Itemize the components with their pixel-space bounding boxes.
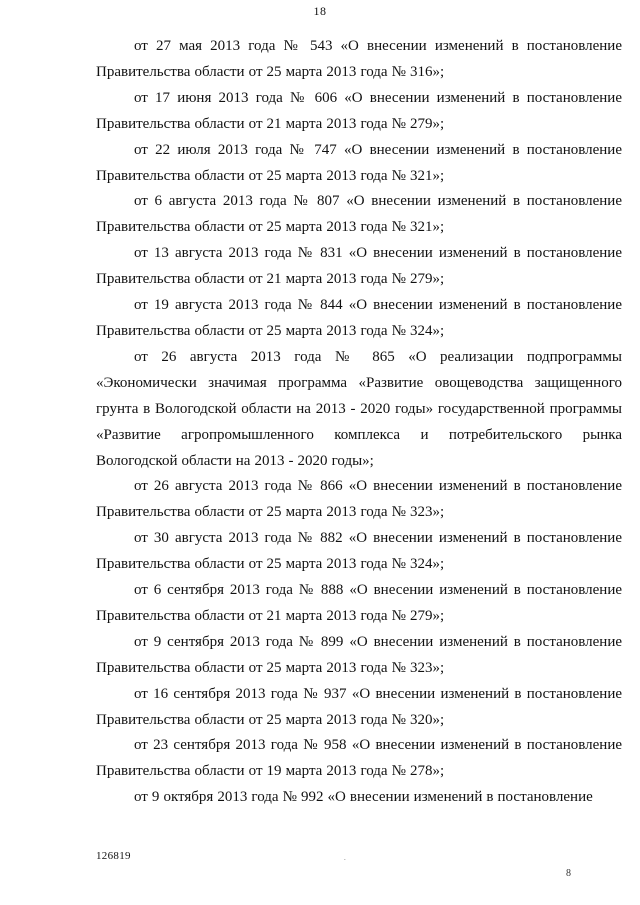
paragraph: от 22 июля 2013 года № 747 «О внесении изменений в постановление Правительства области от 25 марта 2013 года № 321»; xyxy=(96,141,622,184)
paragraph: от 26 августа 2013 года № 866 «О внесении изменений в постановление Правительства области от 25 марта 2013 года № 323»; xyxy=(96,478,622,521)
scan-mark: . xyxy=(344,854,346,862)
paragraph: от 17 июня 2013 года № 606 «О внесении изменений в постановление Правительства области от 21 марта 2013 года № 279»; xyxy=(96,89,622,132)
paragraph: от 30 августа 2013 года № 882 «О внесении изменений в постановление Правительства области от 25 марта 2013 года № 324»; xyxy=(96,530,622,573)
paragraph: от 16 сентября 2013 года № 937 «О внесении изменений в постановление Правительства области от 25 марта 2013 года № 320»; xyxy=(96,685,622,728)
paragraph: от 6 сентября 2013 года № 888 «О внесении изменений в постановление Правительства области от 21 марта 2013 года № 279»; xyxy=(96,582,622,624)
document-code: 126819 xyxy=(96,850,131,862)
page-number: 18 xyxy=(313,4,327,18)
paragraph: от 9 октября 2013 года № 992 «О внесении изменений в постановление xyxy=(134,789,593,806)
paragraph: от 26 августа 2013 года № 865 «О реализации подпрограммы «Экономически значимая программа «Развитие овощеводства защищенного грунта в Вологодской области на 2013 - 2020 годы» государственной программы «Развитие агропромышленного комплекса и потребительского рынка Вологодской области на 2013 - 2020 годы»; xyxy=(96,348,622,469)
paragraph: от 6 августа 2013 года № 807 «О внесении изменений в постановление Правительства области от 25 марта 2013 года № 321»; xyxy=(96,193,622,236)
paragraph: от 27 мая 2013 года № 543 «О внесении изменений в постановление Правительства области от 25 марта 2013 года № 316»; xyxy=(96,38,622,80)
document-body xyxy=(96,34,622,811)
paragraph: от 19 августа 2013 года № 844 «О внесении изменений в постановление Правительства области от 25 марта 2013 года № 324»; xyxy=(96,297,622,339)
paragraph: от 9 сентября 2013 года № 899 «О внесении изменений в постановление Правительства области от 25 марта 2013 года № 323»; xyxy=(96,633,622,676)
corner-mark: 8 xyxy=(566,868,571,879)
paragraph: от 23 сентября 2013 года № 958 «О внесении изменений в постановление Правительства области от 19 марта 2013 года № 278»; xyxy=(96,737,622,780)
paragraph: от 13 августа 2013 года № 831 «О внесении изменений в постановление Правительства области от 21 марта 2013 года № 279»; xyxy=(96,245,622,288)
